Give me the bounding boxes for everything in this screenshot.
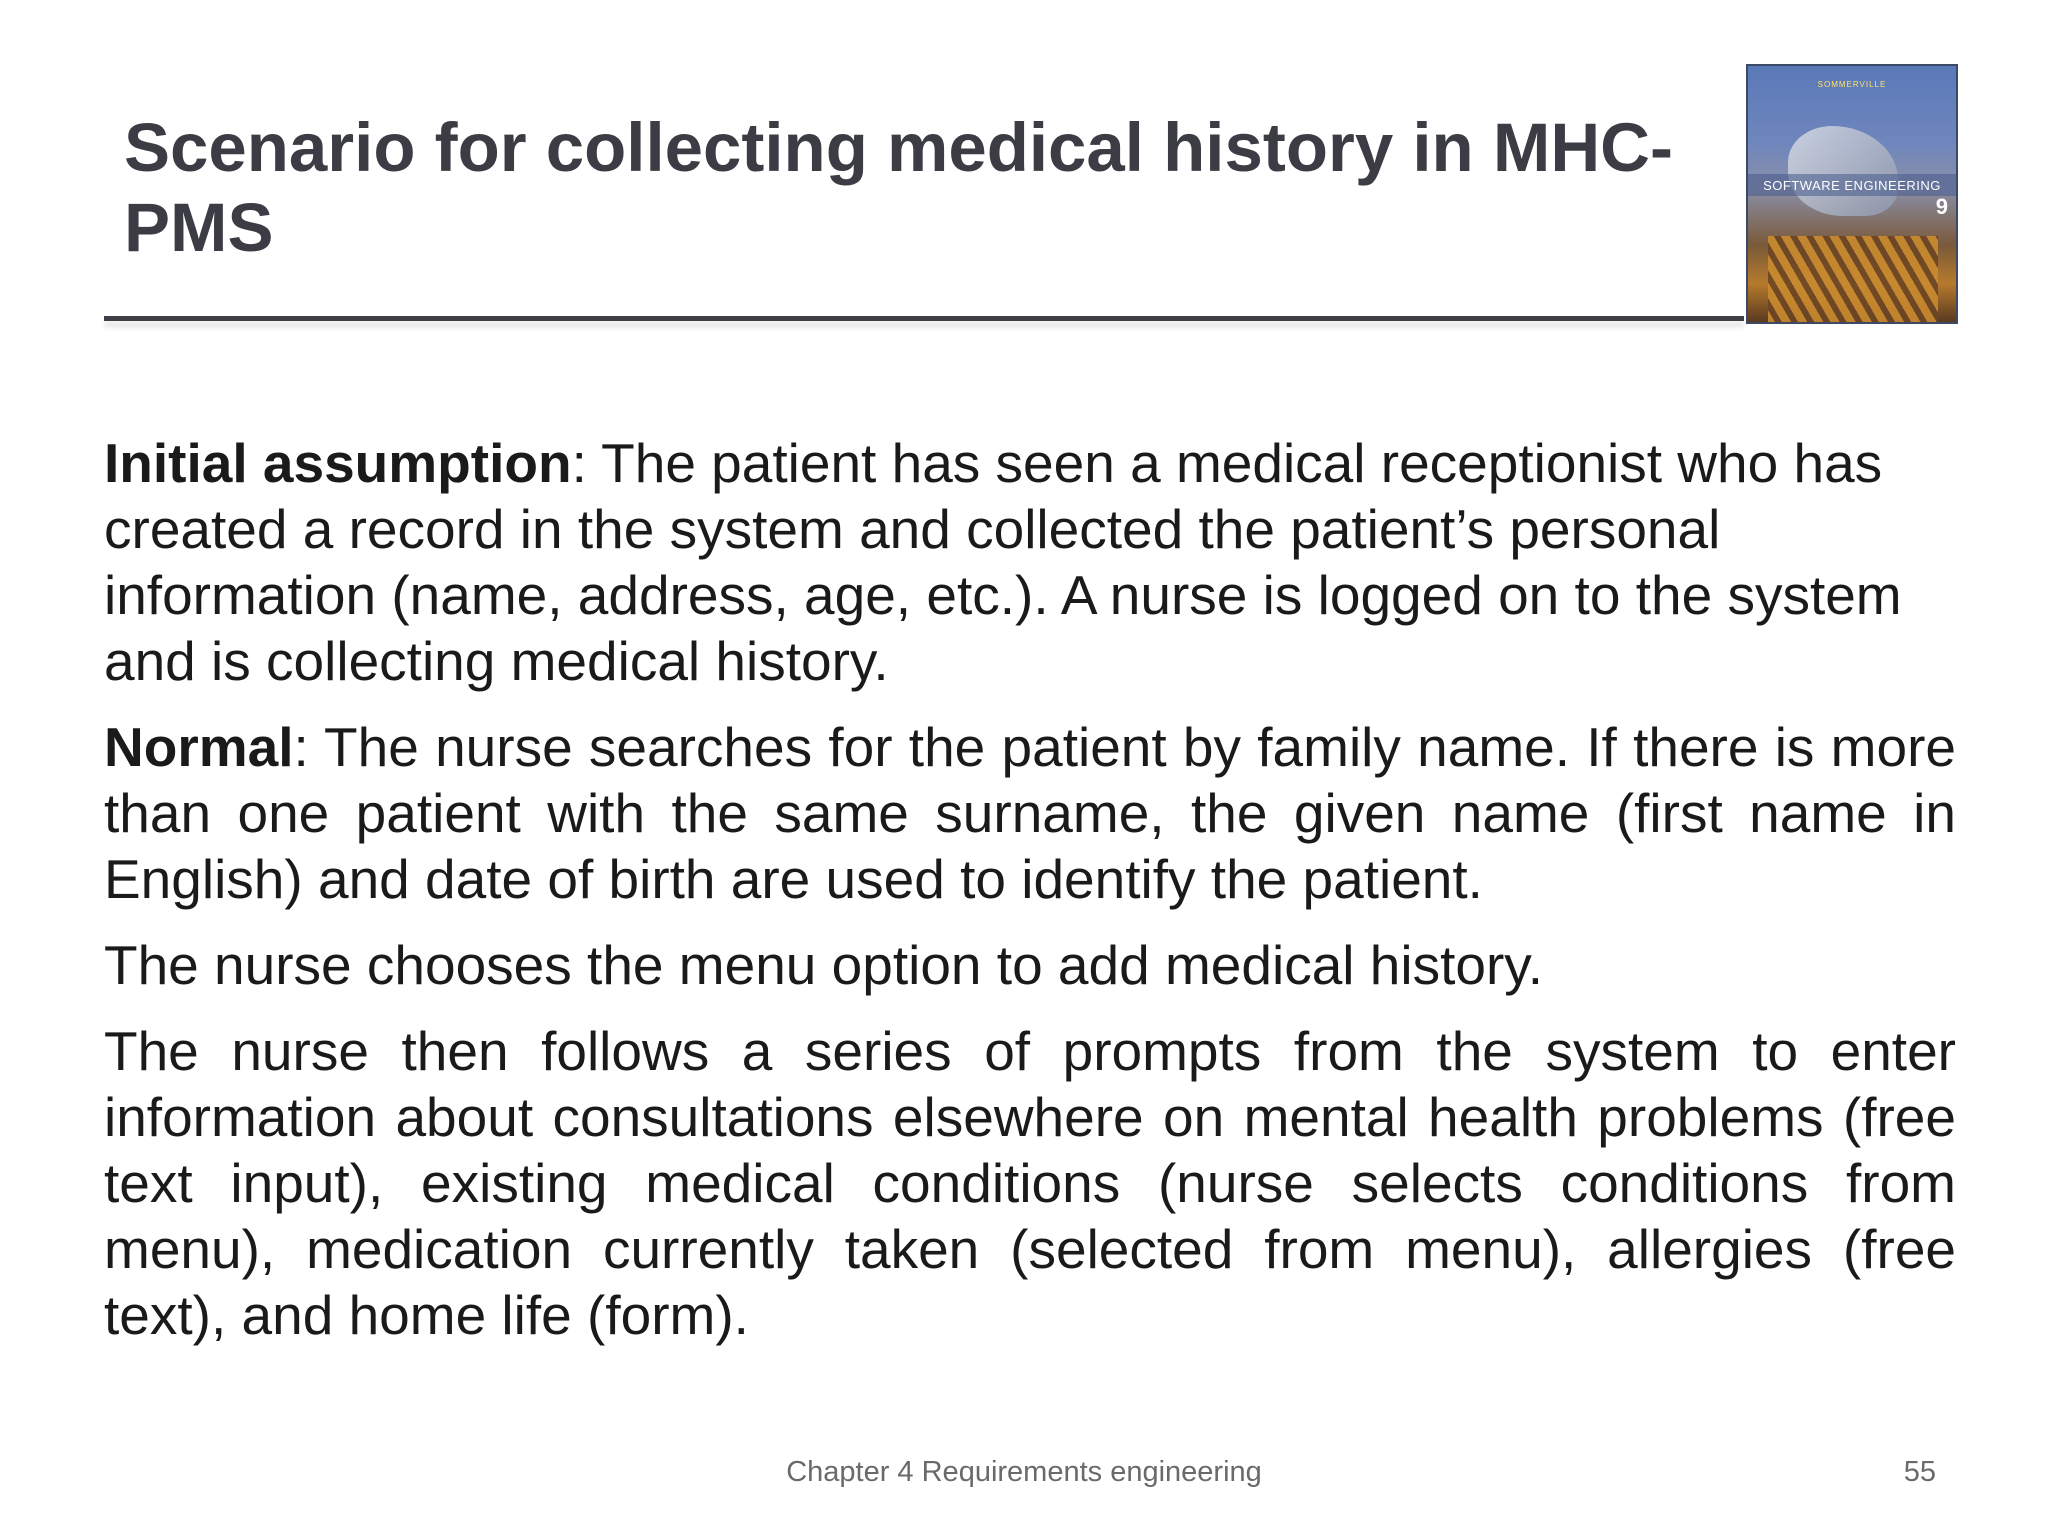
paragraph-menu-option: [104, 932, 1956, 998]
paragraph-initial-assumption: [104, 430, 1956, 694]
slide-body: [104, 430, 1956, 1368]
cover-structure-shape: [1768, 236, 1938, 324]
slide-title: Scenario for collecting medical history in MHC-PMS: [124, 109, 1673, 266]
paragraph-prompts: [104, 1018, 1956, 1348]
paragraph-text: The nurse chooses the menu option to add medical history.: [104, 934, 1543, 996]
paragraph-text: : The patient has seen a medical receptionist who has created a record in the system and collected the patient’s personal information (name, address, age, etc.). A nurse is logged on to the system and is collecting medical history.: [104, 432, 1902, 692]
paragraph-text: The nurse then follows a series of prompts from the system to enter information about consultations elsewhere on mental health problems (free text input), existing medical conditions (nurse selects conditions from menu), medication currently taken (selected from menu), allergies (free text), and home life (form).: [104, 1020, 1956, 1346]
book-cover-image: [1746, 64, 1958, 324]
cover-series-text: SOMMERVILLE: [1817, 80, 1887, 89]
cover-edition-number: 9: [1935, 194, 1948, 219]
cover-building-shape: [1788, 126, 1898, 216]
footer-chapter: Chapter 4 Requirements engineering: [786, 1456, 1262, 1488]
paragraph-text: : The nurse searches for the patient by family name. If there is more than one patient with the same surname, the given name (first name in English) and date of birth are used to identify the patient.: [104, 716, 1956, 910]
footer-page-number: 55: [1903, 1456, 1936, 1488]
paragraph-label: Normal: [104, 716, 294, 778]
paragraph-label: Initial assumption: [104, 432, 572, 494]
cover-book-title: SOFTWARE ENGINEERING: [1763, 178, 1941, 193]
paragraph-normal: [104, 714, 1956, 912]
title-divider: [104, 316, 1744, 321]
